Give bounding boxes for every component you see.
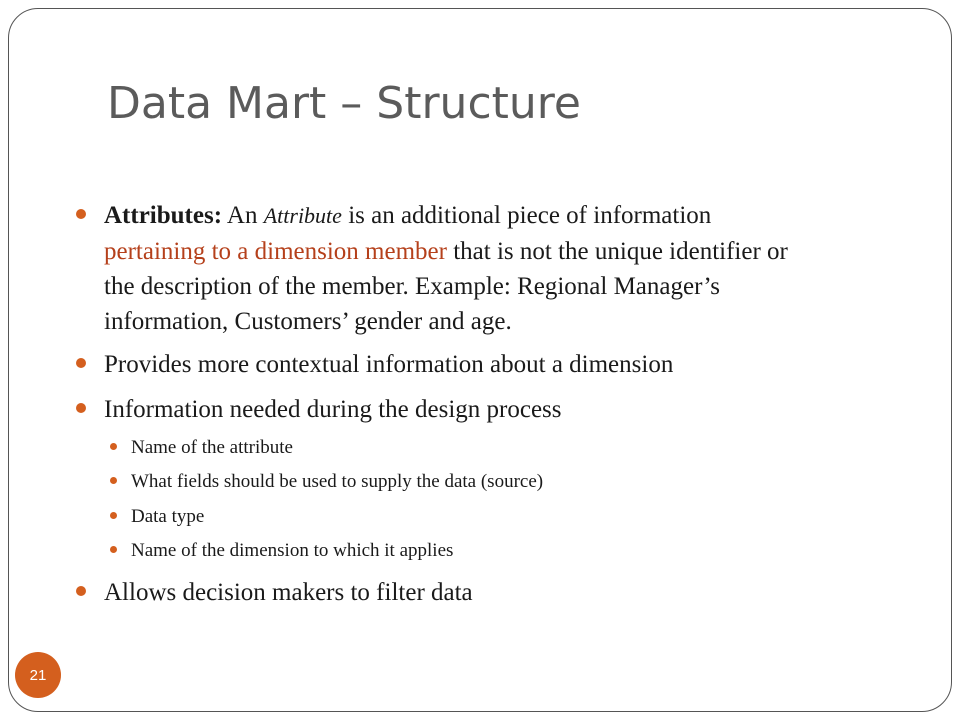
bullet-marker [76,403,86,413]
sub-bullet-2: What fields should be used to supply the data (source) [131,471,544,492]
sub-bullet-marker [110,443,117,450]
bullet-1-line-1 [104,203,711,228]
sub-bullet-3: Data type [131,506,205,527]
sub-bullet-4: Name of the dimension to which it applies [131,540,454,561]
sub-bullet-1: Name of the attribute [131,437,293,458]
text-run: that is not the unique identifier or [446,238,788,265]
slide-title: Data Mart – Structure [107,78,581,129]
attributes-term: Attributes: [104,202,223,229]
page-number-badge: 21 [15,652,61,698]
sub-bullet-marker [110,546,117,553]
bullet-2: Provides more contextual information about a dimension [104,351,674,378]
attribute-italic: Attribute [263,203,342,228]
sub-bullet-marker [110,512,117,519]
text-run: is an additional piece of information [341,202,712,229]
bullet-1-line-3: the description of the member. Example: Regional Manager’s [104,273,721,300]
bullet-4: Allows decision makers to filter data [104,579,473,606]
sub-bullet-marker [110,477,117,484]
bullet-3: Information needed during the design process [104,396,562,423]
bullet-marker [76,586,86,596]
highlighted-phrase: pertaining to a dimension member [104,238,447,265]
bullet-1-line-2 [104,239,788,264]
bullet-marker [76,358,86,368]
bullet-1-line-4: information, Customers’ gender and age. [104,308,512,335]
text-run: An [222,202,264,229]
bullet-marker [76,209,86,219]
